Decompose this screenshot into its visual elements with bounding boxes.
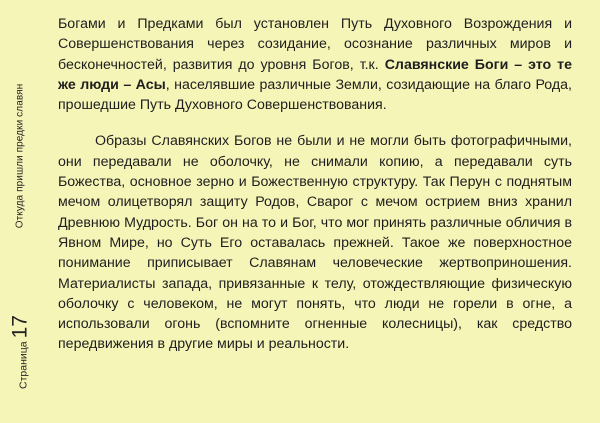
paragraph-1-bold-text: Славянские Боги – это те же люди – Асы	[58, 56, 573, 93]
page-number: 17	[8, 315, 32, 339]
paragraph-2: Образы Славянских Богов не были и не могли быть фотографичными, они передавали не оболочку, не снимали копию, а передавали суть Божества, основное зерно и Божественную структуру. Так Перун с поднятым мечом олицетворял защиту Родов, Сварог с мечом острием вниз хранил Древнюю Мудрость. Бог он на то и Бог, что мог принять различные обличия в Явном Мире, но Суть Его оставалась прежней. Такое же поверхностное понимание приписывает Славянам человеческие жертвоприношения. Материалисты запада, привязанные к телу, отождествляющие физическую оболочку с человеком, не могут понять, что люди не горели в огне, а использовали огонь (вспомните огненные колесницы), как средство передвижения в другие миры и реальности.	[58, 133, 572, 353]
paragraph-1-text-after: , населявшие различные Земли, созидающие на благо Рода, прошедшие Путь Духовного Совершенствования.	[58, 76, 573, 114]
page-word: Страница	[17, 341, 30, 389]
paragraph-1-text-before: Богами и Предками был установлен Путь Духовного Возрождения и Совершенствования через созидание, осознание различных миров и бесконечностей, развития до уровня Богов, т.к.	[58, 16, 572, 73]
page-number-label	[10, 315, 31, 389]
page-sidebar	[0, 0, 42, 423]
page-content	[58, 14, 572, 355]
paragraph-1	[58, 14, 572, 115]
book-title: Откуда пришли предки славян	[14, 83, 26, 229]
